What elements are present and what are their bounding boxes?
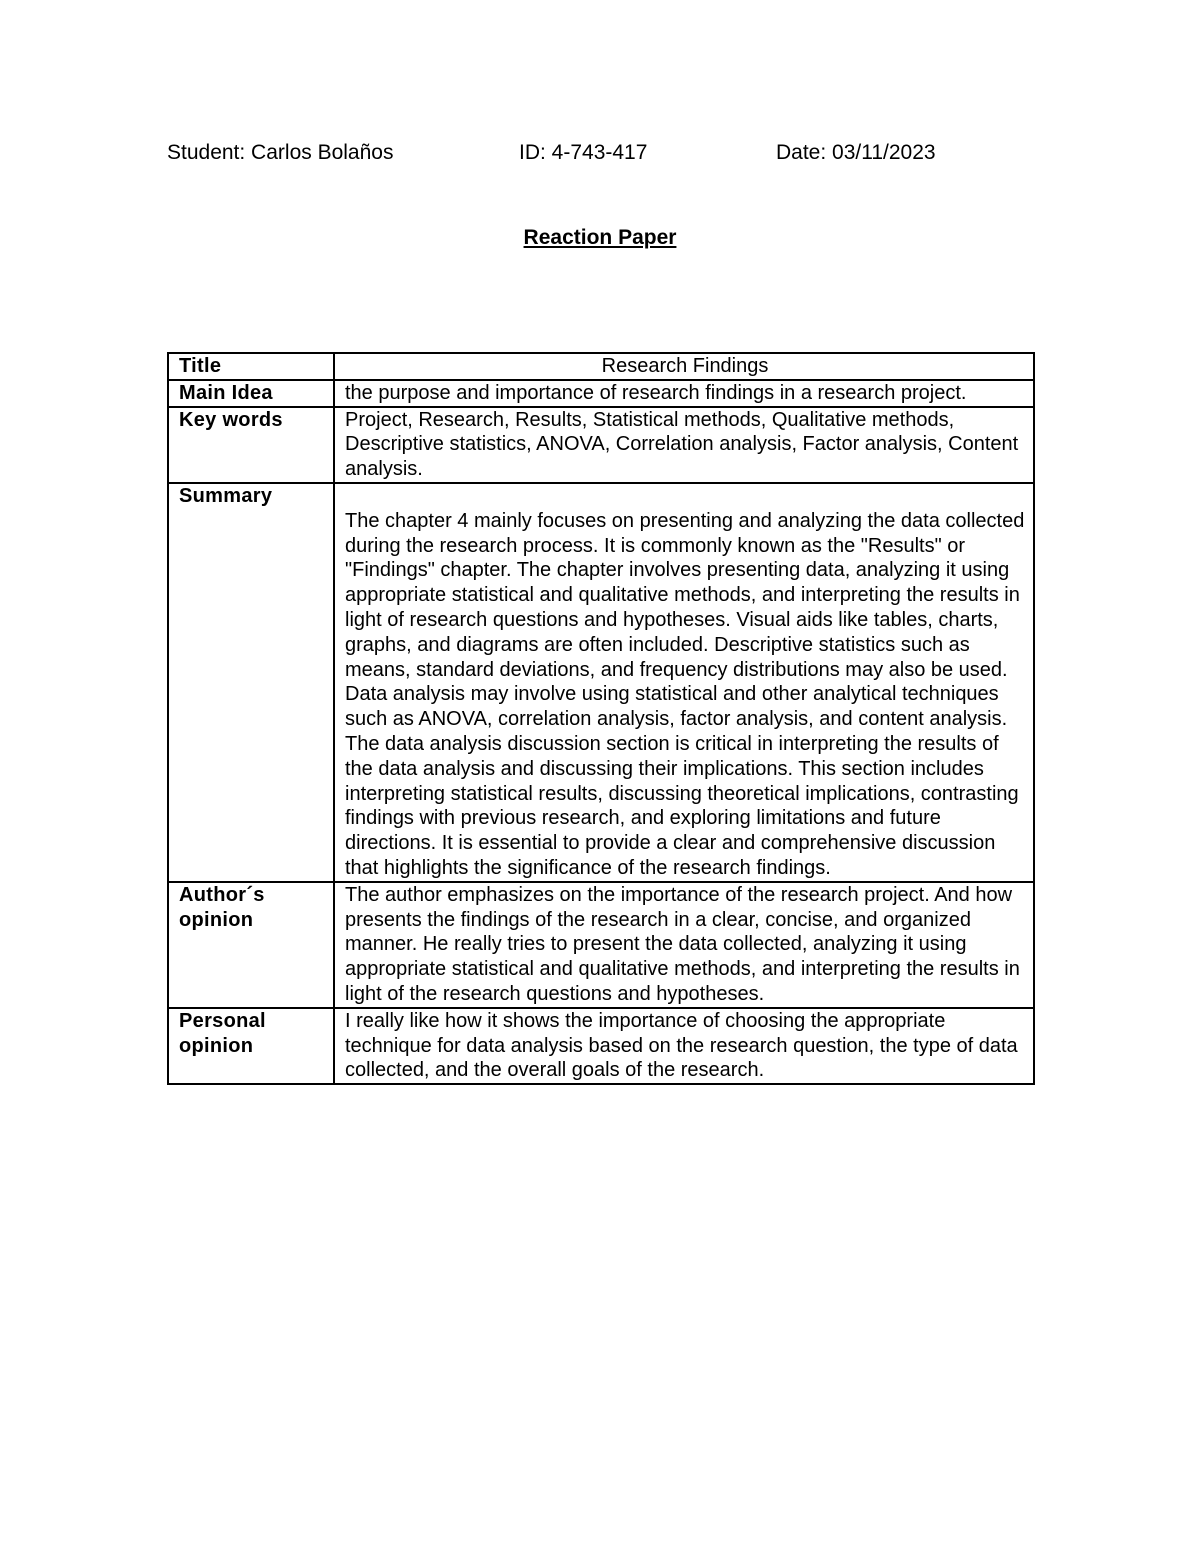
row-label-key-words: Key words (168, 407, 334, 483)
table-row-title (168, 353, 1034, 380)
summary-spacer (345, 484, 1025, 509)
table-row-summary (168, 483, 1034, 882)
row-value-summary-cell (334, 483, 1034, 882)
document-date: Date: 03/11/2023 (776, 141, 936, 164)
table-row-personal-opinion (168, 1008, 1034, 1084)
table-row-key-words (168, 407, 1034, 483)
row-value-personal-opinion: I really like how it shows the importance of choosing the appropriate technique for data analysis based on the research question, the type of data collected, and the overall goals of the research. (334, 1008, 1034, 1084)
row-value-summary: The chapter 4 mainly focuses on presenting and analyzing the data collected during the research process. It is commonly known as the "Results" or "Findings" chapter. The chapter involves presenting data, analyzing it using appropriate statistical and qualitative methods, and interpreting the results in light of research questions and hypotheses. Visual aids like tables, charts, graphs, and diagrams are often included. Descriptive statistics such as means, standard deviations, and frequency distributions may also be used. Data analysis may involve using statistical and other analytical techniques such as ANOVA, correlation analysis, factor analysis, and content analysis. The data analysis discussion section is critical in interpreting the results of the data analysis and discussing their implications. This section includes interpreting statistical results, discussing theoretical implications, contrasting findings with previous research, and exploring limitations and future directions. It is essential to provide a clear and comprehensive discussion that highlights the significance of the research findings. (345, 509, 1025, 879)
row-value-main-idea: the purpose and importance of research findings in a research project. (334, 380, 1034, 407)
student-name: Student: Carlos Bolaños (167, 141, 394, 164)
reaction-paper-table (167, 352, 1035, 1085)
row-value-key-words: Project, Research, Results, Statistical methods, Qualitative methods, Descriptive statistics, ANOVA, Correlation analysis, Factor analysis, Content analysis. (334, 407, 1034, 483)
row-value-authors-opinion: The author emphasizes on the importance of the research project. And how presents the findings of the research in a clear, concise, and organized manner. He really tries to present the data collected, analyzing it using appropriate statistical and qualitative methods, and interpreting the results in light of the research questions and hypotheses. (334, 882, 1034, 1008)
student-id: ID: 4-743-417 (519, 141, 648, 164)
row-label-summary: Summary (168, 483, 334, 882)
table-row-main-idea (168, 380, 1034, 407)
student-info-header (0, 140, 1200, 166)
row-label-authors-opinion: Author´s opinion (168, 882, 334, 1008)
page-title: Reaction Paper (523, 226, 677, 249)
row-label-personal-opinion: Personal opinion (168, 1008, 334, 1084)
row-label-title: Title (168, 353, 334, 380)
row-label-main-idea: Main Idea (168, 380, 334, 407)
table-row-authors-opinion (168, 882, 1034, 1008)
row-value-title: Research Findings (334, 353, 1034, 380)
